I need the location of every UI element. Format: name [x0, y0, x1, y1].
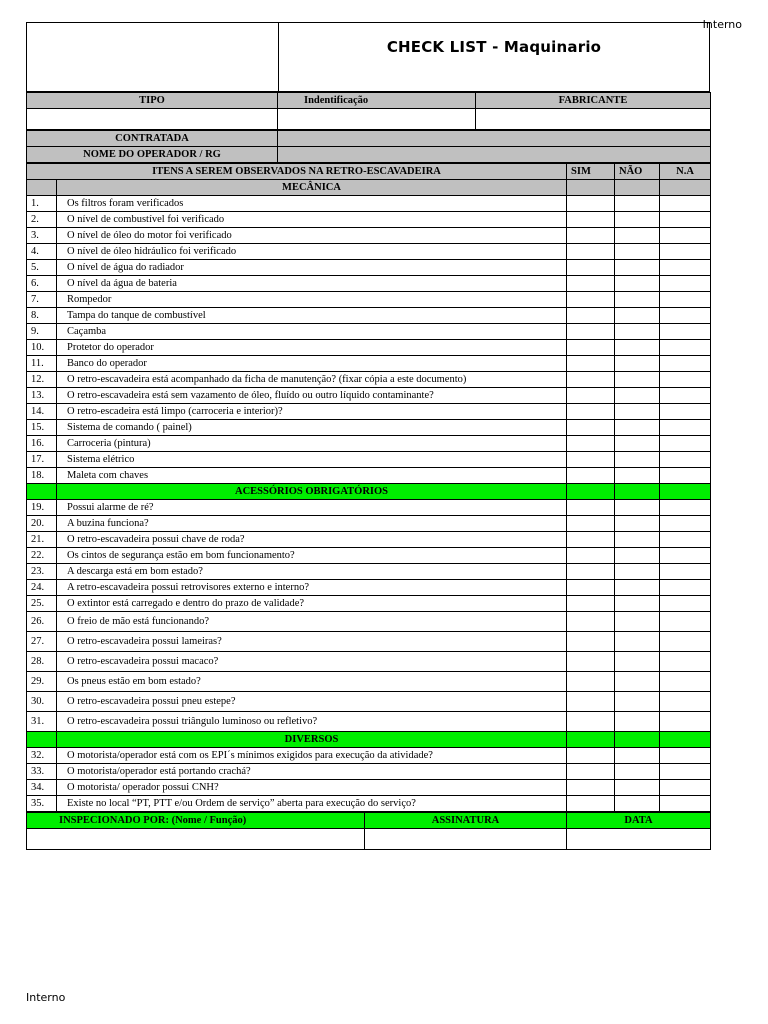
checklist-row	[27, 500, 711, 516]
checklist-row	[27, 372, 711, 388]
item-number: 14.	[27, 404, 57, 420]
sim-checkbox[interactable]	[567, 452, 615, 468]
item-text: O nível da água de bateria	[57, 276, 567, 292]
nao-checkbox[interactable]	[615, 780, 660, 796]
checklist-items-table	[26, 163, 711, 812]
nao-checkbox[interactable]	[615, 324, 660, 340]
na-checkbox[interactable]	[660, 652, 711, 672]
item-text: O nível de óleo do motor foi verificado	[57, 228, 567, 244]
section-diversos-row	[27, 732, 711, 748]
na-checkbox[interactable]	[660, 244, 711, 260]
nao-checkbox[interactable]	[615, 516, 660, 532]
na-checkbox[interactable]	[660, 292, 711, 308]
nao-checkbox[interactable]	[615, 436, 660, 452]
section-na-cell	[660, 484, 711, 500]
na-checkbox[interactable]	[660, 324, 711, 340]
checklist-row	[27, 244, 711, 260]
section-acessorios-row	[27, 484, 711, 500]
nao-header: NÃO	[615, 164, 660, 180]
section-nao-cell	[615, 180, 660, 196]
na-checkbox[interactable]	[660, 692, 711, 712]
item-number: 17.	[27, 452, 57, 468]
item-text: O motorista/operador está portando crachá?	[57, 764, 567, 780]
item-text: O motorista/operador está com os EPI´s mínimos exigidos para execução da atividade?	[57, 748, 567, 764]
item-text: A descarga está em bom estado?	[57, 564, 567, 580]
sim-checkbox[interactable]	[567, 692, 615, 712]
item-number: 19.	[27, 500, 57, 516]
na-checkbox[interactable]	[660, 516, 711, 532]
na-checkbox[interactable]	[660, 672, 711, 692]
na-checkbox[interactable]	[660, 372, 711, 388]
item-number: 20.	[27, 516, 57, 532]
item-text: O extintor está carregado e dentro do prazo de validade?	[57, 596, 567, 612]
item-text: O retro-escavadeira possui chave de roda?	[57, 532, 567, 548]
na-checkbox[interactable]	[660, 276, 711, 292]
na-checkbox[interactable]	[660, 596, 711, 612]
nao-checkbox[interactable]	[615, 748, 660, 764]
item-number: 23.	[27, 564, 57, 580]
section-spacer	[27, 180, 57, 196]
checklist-row	[27, 580, 711, 596]
item-text: Sistema elétrico	[57, 452, 567, 468]
na-checkbox[interactable]	[660, 532, 711, 548]
na-checkbox[interactable]	[660, 612, 711, 632]
logo-area	[27, 23, 279, 91]
sim-checkbox[interactable]	[567, 796, 615, 812]
item-text: Rompedor	[57, 292, 567, 308]
nao-checkbox[interactable]	[615, 612, 660, 632]
item-text: O retro-escavadeira possui pneu estepe?	[57, 692, 567, 712]
nao-checkbox[interactable]	[615, 672, 660, 692]
na-checkbox[interactable]	[660, 308, 711, 324]
checklist-row	[27, 796, 711, 812]
na-checkbox[interactable]	[660, 548, 711, 564]
item-number: 1.	[27, 196, 57, 212]
items-header-row	[27, 164, 711, 180]
sim-checkbox[interactable]	[567, 596, 615, 612]
item-number: 8.	[27, 308, 57, 324]
item-text: O nível de óleo hidráulico foi verificado	[57, 244, 567, 260]
item-text: O retro-escavadeira está sem vazamento de óleo, fluído ou outro líquido contaminante?	[57, 388, 567, 404]
section-spacer	[27, 732, 57, 748]
sim-checkbox[interactable]	[567, 712, 615, 732]
nao-checkbox[interactable]	[615, 532, 660, 548]
section-na-cell	[660, 732, 711, 748]
na-checkbox[interactable]	[660, 260, 711, 276]
checklist-row	[27, 420, 711, 436]
checklist-row	[27, 228, 711, 244]
item-number: 34.	[27, 780, 57, 796]
sim-checkbox[interactable]	[567, 388, 615, 404]
checklist-row	[27, 468, 711, 484]
nao-checkbox[interactable]	[615, 244, 660, 260]
section-nao-cell	[615, 484, 660, 500]
item-text: O retro-escavadeira possui lameiras?	[57, 632, 567, 652]
item-text: Maleta com chaves	[57, 468, 567, 484]
item-text: Possui alarme de ré?	[57, 500, 567, 516]
item-text: O retro-escadeira está limpo (carroceria e interior)?	[57, 404, 567, 420]
item-number: 27.	[27, 632, 57, 652]
section-sim-cell	[567, 180, 615, 196]
checklist-document	[26, 22, 710, 850]
checklist-row	[27, 388, 711, 404]
checklist-row	[27, 404, 711, 420]
item-text: Tampa do tanque de combustível	[57, 308, 567, 324]
document-title: CHECK LIST - Maquinario	[386, 38, 602, 56]
section-nao-cell	[615, 732, 660, 748]
fabricante-label: FABRICANTE	[476, 93, 711, 109]
na-checkbox[interactable]	[660, 500, 711, 516]
sim-checkbox[interactable]	[567, 436, 615, 452]
item-number: 31.	[27, 712, 57, 732]
tipo-label: TIPO	[27, 93, 278, 109]
checklist-row	[27, 612, 711, 632]
na-checkbox[interactable]	[660, 632, 711, 652]
nao-checkbox[interactable]	[615, 308, 660, 324]
sim-checkbox[interactable]	[567, 260, 615, 276]
item-text: A buzina funciona?	[57, 516, 567, 532]
operador-label: NOME DO OPERADOR / RG	[27, 147, 278, 163]
item-number: 33.	[27, 764, 57, 780]
nao-checkbox[interactable]	[615, 548, 660, 564]
checklist-row	[27, 212, 711, 228]
item-number: 9.	[27, 324, 57, 340]
nao-checkbox[interactable]	[615, 420, 660, 436]
section-title: MECÂNICA	[57, 180, 567, 196]
nao-checkbox[interactable]	[615, 712, 660, 732]
item-text: Os pneus estão em bom estado?	[57, 672, 567, 692]
na-checkbox[interactable]	[660, 564, 711, 580]
item-number: 15.	[27, 420, 57, 436]
contratada-label: CONTRATADA	[27, 131, 278, 147]
checklist-row	[27, 196, 711, 212]
na-checkbox[interactable]	[660, 420, 711, 436]
nao-checkbox[interactable]	[615, 228, 660, 244]
na-checkbox[interactable]	[660, 796, 711, 812]
sim-checkbox[interactable]	[567, 532, 615, 548]
checklist-row	[27, 452, 711, 468]
item-number: 30.	[27, 692, 57, 712]
nao-checkbox[interactable]	[615, 632, 660, 652]
nao-checkbox[interactable]	[615, 596, 660, 612]
checklist-row	[27, 764, 711, 780]
item-text: Existe no local “PT, PTT e/ou Ordem de serviço” aberta para execução do serviço?	[57, 796, 567, 812]
nao-checkbox[interactable]	[615, 356, 660, 372]
sim-checkbox[interactable]	[567, 372, 615, 388]
nao-checkbox[interactable]	[615, 692, 660, 712]
item-text: Os cintos de segurança estão em bom funcionamento?	[57, 548, 567, 564]
item-number: 7.	[27, 292, 57, 308]
item-number: 16.	[27, 436, 57, 452]
checklist-row	[27, 356, 711, 372]
checklist-row	[27, 340, 711, 356]
section-mecanica-row	[27, 180, 711, 196]
nao-checkbox[interactable]	[615, 340, 660, 356]
item-number: 29.	[27, 672, 57, 692]
item-number: 5.	[27, 260, 57, 276]
section-sim-cell	[567, 484, 615, 500]
checklist-row	[27, 308, 711, 324]
item-number: 28.	[27, 652, 57, 672]
item-text: A retro-escavadeira possui retrovisores externo e interno?	[57, 580, 567, 596]
checklist-row	[27, 516, 711, 532]
item-number: 2.	[27, 212, 57, 228]
inspecionado-field[interactable]	[27, 829, 365, 850]
checklist-row	[27, 276, 711, 292]
nao-checkbox[interactable]	[615, 196, 660, 212]
checklist-row	[27, 324, 711, 340]
na-checkbox[interactable]	[660, 580, 711, 596]
na-checkbox[interactable]	[660, 340, 711, 356]
sim-checkbox[interactable]	[567, 356, 615, 372]
checklist-row	[27, 436, 711, 452]
checklist-row	[27, 532, 711, 548]
item-text: Os filtros foram verificados	[57, 196, 567, 212]
item-text: O retro-escavadeira possui macaco?	[57, 652, 567, 672]
sim-checkbox[interactable]	[567, 632, 615, 652]
sim-checkbox[interactable]	[567, 500, 615, 516]
tipo-field[interactable]	[27, 109, 278, 130]
nao-checkbox[interactable]	[615, 564, 660, 580]
na-checkbox[interactable]	[660, 196, 711, 212]
checklist-row	[27, 692, 711, 712]
na-checkbox[interactable]	[660, 356, 711, 372]
checklist-row	[27, 780, 711, 796]
item-number: 26.	[27, 612, 57, 632]
item-number: 18.	[27, 468, 57, 484]
sim-checkbox[interactable]	[567, 548, 615, 564]
signature-table	[26, 812, 711, 850]
na-checkbox[interactable]	[660, 452, 711, 468]
item-text: O retro-escavadeira está acompanhado da ficha de manutenção? (fixar cópia a este documento)	[57, 372, 567, 388]
sim-checkbox[interactable]	[567, 276, 615, 292]
item-text: Carroceria (pintura)	[57, 436, 567, 452]
nao-checkbox[interactable]	[615, 452, 660, 468]
checklist-row	[27, 260, 711, 276]
items-header-label: ITENS A SEREM OBSERVADOS NA RETRO-ESCAVADEIRA	[27, 164, 567, 180]
section-title: ACESSÓRIOS OBRIGATÓRIOS	[57, 484, 567, 500]
na-checkbox[interactable]	[660, 764, 711, 780]
nao-checkbox[interactable]	[615, 212, 660, 228]
na-checkbox[interactable]	[660, 468, 711, 484]
item-text: Banco do operador	[57, 356, 567, 372]
sim-checkbox[interactable]	[567, 212, 615, 228]
section-sim-cell	[567, 732, 615, 748]
item-text: O freio de mão está funcionando?	[57, 612, 567, 632]
checklist-row	[27, 652, 711, 672]
item-text: O retro-escavadeira possui triângulo luminoso ou refletivo?	[57, 712, 567, 732]
sim-checkbox[interactable]	[567, 244, 615, 260]
item-number: 4.	[27, 244, 57, 260]
na-checkbox[interactable]	[660, 212, 711, 228]
sim-checkbox[interactable]	[567, 764, 615, 780]
nao-checkbox[interactable]	[615, 276, 660, 292]
classification-label-bottom: Interno	[26, 991, 66, 1004]
sim-checkbox[interactable]	[567, 780, 615, 796]
checklist-row	[27, 292, 711, 308]
sim-checkbox[interactable]	[567, 308, 615, 324]
item-text: Caçamba	[57, 324, 567, 340]
checklist-row	[27, 632, 711, 652]
nao-checkbox[interactable]	[615, 404, 660, 420]
nao-checkbox[interactable]	[615, 652, 660, 672]
inspecionado-label: INSPECIONADO POR: (Nome / Função)	[27, 813, 365, 829]
checklist-row	[27, 596, 711, 612]
item-number: 35.	[27, 796, 57, 812]
sim-checkbox[interactable]	[567, 228, 615, 244]
fabricante-field[interactable]	[476, 109, 711, 130]
sim-checkbox[interactable]	[567, 404, 615, 420]
na-checkbox[interactable]	[660, 228, 711, 244]
nao-checkbox[interactable]	[615, 468, 660, 484]
sim-checkbox[interactable]	[567, 340, 615, 356]
item-text: O nível de água do radiador	[57, 260, 567, 276]
data-field[interactable]	[567, 829, 711, 850]
section-title: DIVERSOS	[57, 732, 567, 748]
item-text: O nível de combustível foi verificado	[57, 212, 567, 228]
sim-checkbox[interactable]	[567, 420, 615, 436]
document-header	[26, 22, 710, 92]
nao-checkbox[interactable]	[615, 796, 660, 812]
sim-checkbox[interactable]	[567, 580, 615, 596]
assinatura-field[interactable]	[365, 829, 567, 850]
sim-checkbox[interactable]	[567, 612, 615, 632]
na-checkbox[interactable]	[660, 780, 711, 796]
contratada-field[interactable]	[278, 131, 711, 147]
item-number: 10.	[27, 340, 57, 356]
item-text: Sistema de comando ( painel)	[57, 420, 567, 436]
sim-checkbox[interactable]	[567, 196, 615, 212]
sim-checkbox[interactable]	[567, 292, 615, 308]
checklist-row	[27, 748, 711, 764]
sim-checkbox[interactable]	[567, 468, 615, 484]
section-na-cell	[660, 180, 711, 196]
identificacao-field[interactable]	[278, 109, 476, 130]
item-number: 25.	[27, 596, 57, 612]
header-fields-table	[26, 92, 711, 130]
sim-header: SIM	[567, 164, 615, 180]
item-number: 21.	[27, 532, 57, 548]
nao-checkbox[interactable]	[615, 372, 660, 388]
contract-table	[26, 130, 711, 163]
na-checkbox[interactable]	[660, 388, 711, 404]
identificacao-label: Indentificação	[278, 93, 476, 109]
item-number: 22.	[27, 548, 57, 564]
item-number: 24.	[27, 580, 57, 596]
checklist-row	[27, 564, 711, 580]
sim-checkbox[interactable]	[567, 564, 615, 580]
item-number: 3.	[27, 228, 57, 244]
checklist-row	[27, 548, 711, 564]
na-checkbox[interactable]	[660, 436, 711, 452]
sim-checkbox[interactable]	[567, 516, 615, 532]
item-number: 11.	[27, 356, 57, 372]
sim-checkbox[interactable]	[567, 324, 615, 340]
item-number: 32.	[27, 748, 57, 764]
item-number: 12.	[27, 372, 57, 388]
assinatura-label: ASSINATURA	[365, 813, 567, 829]
section-spacer	[27, 484, 57, 500]
classification-label-top: Interno	[702, 18, 742, 31]
nao-checkbox[interactable]	[615, 764, 660, 780]
nao-checkbox[interactable]	[615, 500, 660, 516]
nao-checkbox[interactable]	[615, 580, 660, 596]
item-number: 13.	[27, 388, 57, 404]
na-checkbox[interactable]	[660, 404, 711, 420]
checklist-row	[27, 672, 711, 692]
nao-checkbox[interactable]	[615, 260, 660, 276]
item-number: 6.	[27, 276, 57, 292]
item-text: O motorista/ operador possui CNH?	[57, 780, 567, 796]
nao-checkbox[interactable]	[615, 292, 660, 308]
sim-checkbox[interactable]	[567, 652, 615, 672]
checklist-row	[27, 712, 711, 732]
na-checkbox[interactable]	[660, 712, 711, 732]
nao-checkbox[interactable]	[615, 388, 660, 404]
sim-checkbox[interactable]	[567, 748, 615, 764]
data-label: DATA	[567, 813, 711, 829]
operador-field[interactable]	[278, 147, 711, 163]
sim-checkbox[interactable]	[567, 672, 615, 692]
na-header: N.A	[660, 164, 711, 180]
na-checkbox[interactable]	[660, 748, 711, 764]
item-text: Protetor do operador	[57, 340, 567, 356]
